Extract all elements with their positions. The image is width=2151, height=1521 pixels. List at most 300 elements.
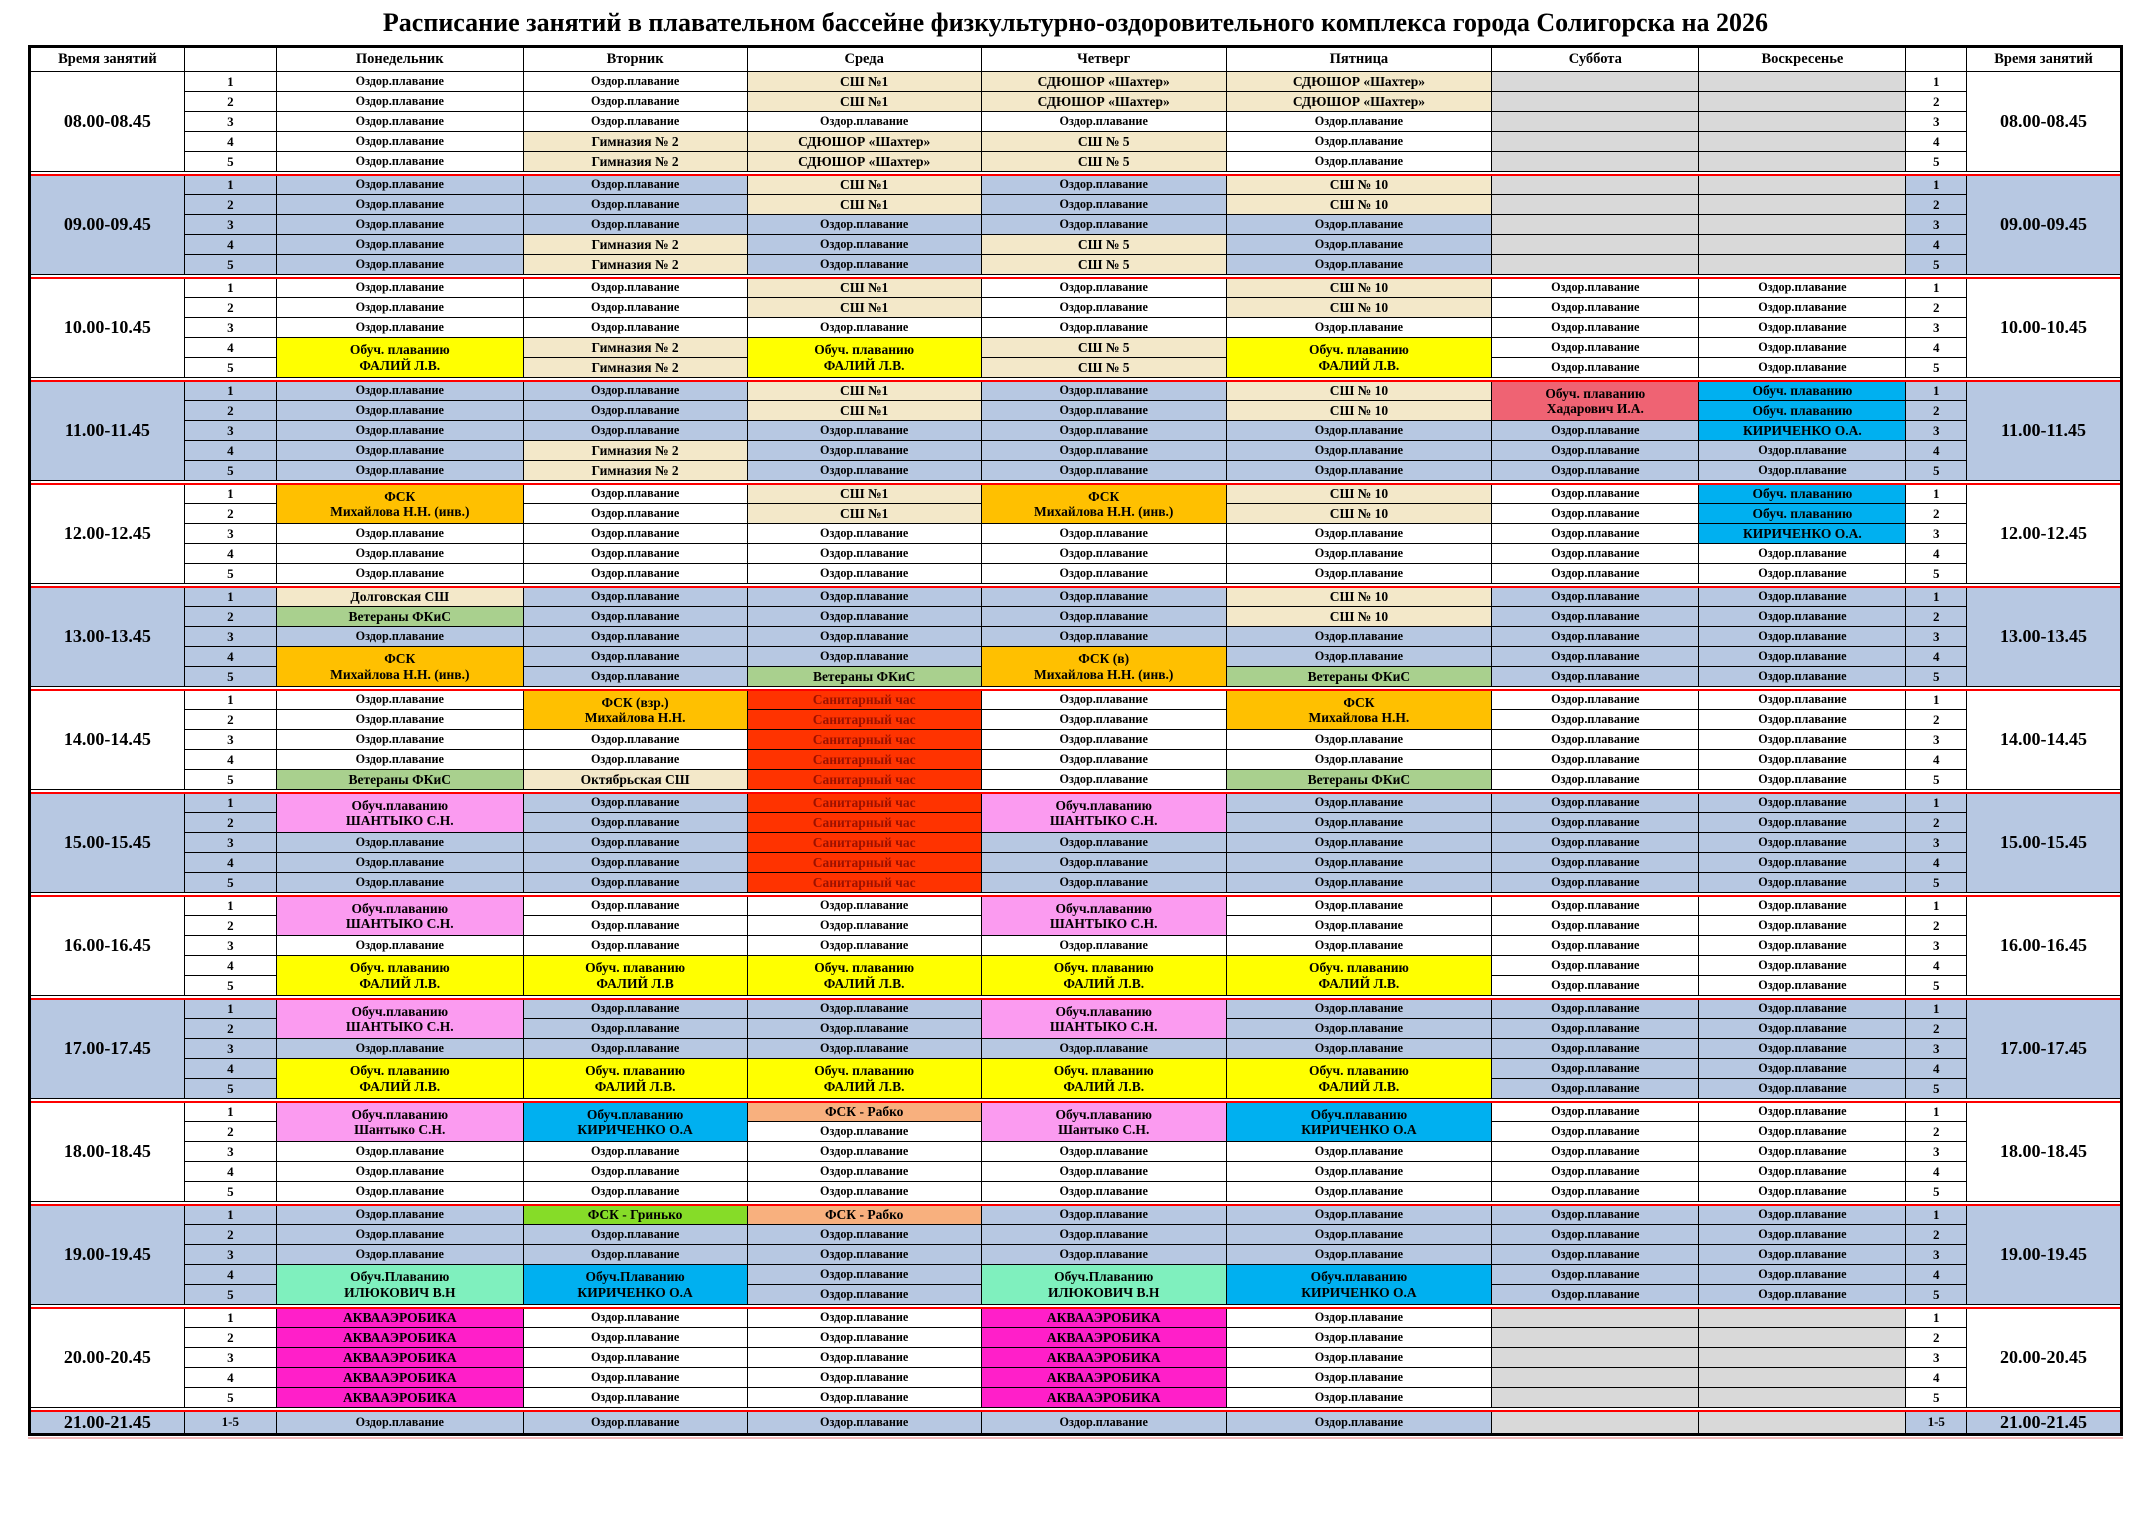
cell-text: АКВААЭРОБИКА — [342, 1369, 457, 1385]
schedule-cell — [747, 1102, 981, 1122]
lane-number-right: 5 — [1906, 770, 1967, 790]
schedule-cell — [523, 936, 747, 956]
schedule-cell — [523, 381, 747, 401]
cell-text: Оздор.плавание — [820, 1414, 909, 1429]
cell-text: Оздор.плавание — [1758, 1247, 1847, 1262]
bottom-rule — [28, 1437, 2123, 1439]
schedule-cell — [1699, 1368, 1906, 1388]
cell-text: Гимназия № 2 — [591, 339, 679, 355]
lane-number-right: 2 — [1906, 1225, 1967, 1245]
schedule-cell — [747, 1368, 981, 1388]
schedule-cell — [1492, 710, 1699, 730]
schedule-cell — [747, 770, 981, 790]
cell-text: Оздор.плавание — [1314, 1247, 1404, 1262]
time-label-right: 18.00-18.45 — [1967, 1102, 2122, 1202]
schedule-cell — [523, 1162, 747, 1182]
schedule-cell — [981, 72, 1226, 92]
time-label-left: 13.00-13.45 — [30, 587, 185, 687]
schedule-cell — [1492, 1122, 1699, 1142]
lane-number-right: 3 — [1906, 524, 1967, 544]
schedule-cell — [276, 730, 523, 750]
header-lane-right — [1906, 47, 1967, 72]
schedule-cell — [1492, 504, 1699, 524]
schedule-cell — [1699, 381, 1906, 401]
cell-text: Оздор.плавание — [820, 526, 909, 541]
cell-text: Оздор.плавание — [820, 1390, 909, 1405]
cell-text: КИРИЧЕНКО О.А. — [1743, 422, 1862, 438]
cell-text: Оздор.плавание — [1758, 649, 1847, 664]
schedule-cell — [981, 627, 1226, 647]
schedule-cell — [1226, 1308, 1492, 1328]
lane-number-right: 3 — [1906, 421, 1967, 441]
lane-number-right: 5 — [1906, 255, 1967, 275]
schedule-cell — [747, 401, 981, 421]
schedule-cell — [276, 175, 523, 195]
schedule-cell — [276, 1388, 523, 1408]
cell-text: ФАЛИЙ Л.В. — [1063, 1078, 1145, 1094]
schedule-row — [30, 1205, 2122, 1225]
schedule-cell — [981, 1102, 1226, 1142]
schedule-cell — [981, 484, 1226, 524]
cell-text: Оздор.плавание — [355, 280, 444, 295]
cell-text: СШ №1 — [840, 505, 889, 521]
schedule-cell — [747, 1285, 981, 1305]
schedule-cell — [981, 607, 1226, 627]
cell-text: Оздор.плавание — [1758, 958, 1847, 973]
cell-text: Оздор.плавание — [1314, 1041, 1404, 1056]
schedule-row — [30, 1142, 2122, 1162]
cell-text: Оздор.плавание — [1758, 443, 1847, 458]
cell-text: Оздор.плавание — [1059, 732, 1148, 747]
schedule-cell — [523, 235, 747, 255]
cell-text: Оздор.плавание — [1059, 752, 1148, 767]
cell-text: Оздор.плавание — [1551, 463, 1640, 478]
cell-text: Оздор.плавание — [1551, 486, 1640, 501]
schedule-cell — [747, 1308, 981, 1328]
schedule-cell — [1699, 1348, 1906, 1368]
cell-text: СШ № 5 — [1077, 133, 1130, 149]
schedule-cell — [1492, 132, 1699, 152]
lane-number-left: 2 — [184, 401, 276, 421]
cell-text: Обуч.плаванию — [351, 900, 449, 916]
time-label-right: 20.00-20.45 — [1967, 1308, 2122, 1408]
cell-text: Оздор.плавание — [1758, 320, 1847, 335]
cell-text: Оздор.плавание — [590, 1390, 680, 1405]
schedule-cell — [981, 195, 1226, 215]
cell-text: Оздор.плавание — [1758, 629, 1847, 644]
lane-number-right: 5 — [1906, 1285, 1967, 1305]
cell-text: Санитарный час — [812, 834, 916, 850]
schedule-cell — [1226, 1059, 1492, 1099]
schedule-cell — [747, 1265, 981, 1285]
cell-text: Обуч. плаванию — [1752, 486, 1853, 502]
schedule-cell — [747, 421, 981, 441]
cell-text: Оздор.плавание — [1314, 938, 1404, 953]
cell-text: Оздор.плавание — [1758, 360, 1847, 375]
schedule-cell — [276, 833, 523, 853]
cell-text: Оздор.плавание — [1758, 300, 1847, 315]
cell-text: Оздор.плавание — [590, 280, 680, 295]
cell-text: Оздор.плавание — [1314, 526, 1404, 541]
schedule-row — [30, 647, 2122, 667]
cell-text: Оздор.плавание — [1551, 692, 1640, 707]
cell-text: Оздор.плавание — [1314, 815, 1404, 830]
schedule-cell — [1492, 564, 1699, 584]
schedule-cell — [1699, 421, 1906, 441]
schedule-cell — [276, 441, 523, 461]
schedule-cell — [523, 1328, 747, 1348]
lane-number-right: 1 — [1906, 587, 1967, 607]
schedule-cell — [276, 544, 523, 564]
cell-text: ФСК — [384, 488, 416, 504]
schedule-cell — [276, 1308, 523, 1328]
lane-number-right: 4 — [1906, 1059, 1967, 1079]
schedule-cell — [1226, 544, 1492, 564]
cell-text: Оздор.плавание — [590, 649, 680, 664]
lane-number-left: 2 — [184, 195, 276, 215]
schedule-cell — [276, 1039, 523, 1059]
schedule-cell — [276, 1142, 523, 1162]
schedule-cell — [1699, 112, 1906, 132]
cell-text: Оздор.плавание — [590, 566, 680, 581]
schedule-cell — [1699, 833, 1906, 853]
schedule-cell — [747, 484, 981, 504]
cell-text: Оздор.плавание — [820, 649, 909, 664]
lane-number-left: 1 — [184, 484, 276, 504]
schedule-cell — [1699, 873, 1906, 893]
cell-text: Оздор.плавание — [1314, 1414, 1404, 1429]
schedule-cell — [523, 627, 747, 647]
lane-number-left: 2 — [184, 92, 276, 112]
cell-text: Оздор.плавание — [355, 1414, 444, 1429]
schedule-cell — [276, 92, 523, 112]
cell-text: Оздор.плавание — [1059, 177, 1148, 192]
schedule-cell — [747, 793, 981, 813]
schedule-cell — [276, 1205, 523, 1225]
cell-text: Оздор.плавание — [590, 875, 680, 890]
cell-text: Оздор.плавание — [820, 1001, 909, 1016]
cell-text: Оздор.плавание — [355, 1144, 444, 1159]
cell-text: Оздор.плавание — [820, 589, 909, 604]
time-label-right: 13.00-13.45 — [1967, 587, 2122, 687]
cell-text: ФАЛИЙ Л.В. — [1318, 975, 1400, 991]
schedule-cell — [747, 1059, 981, 1099]
schedule-cell — [1492, 255, 1699, 275]
cell-text: Оздор.плавание — [1059, 1207, 1148, 1222]
schedule-row — [30, 999, 2122, 1019]
cell-text: Оздор.плавание — [355, 154, 444, 169]
cell-text: Оздор.плавание — [355, 74, 444, 89]
cell-text: Оздор.плавание — [1758, 1184, 1847, 1199]
schedule-row — [30, 1328, 2122, 1348]
cell-text: Оздор.плавание — [355, 403, 444, 418]
lane-number-right: 2 — [1906, 1122, 1967, 1142]
schedule-cell — [1226, 587, 1492, 607]
cell-text: Оздор.плавание — [1314, 320, 1404, 335]
schedule-cell — [1699, 255, 1906, 275]
cell-text: Оздор.плавание — [1551, 938, 1640, 953]
cell-text: Оздор.плавание — [590, 1001, 680, 1016]
lane-number-right: 1 — [1906, 896, 1967, 916]
header-time-left: Время занятий — [30, 47, 185, 72]
schedule-row — [30, 1059, 2122, 1079]
schedule-cell — [981, 544, 1226, 564]
lane-number-left: 4 — [184, 544, 276, 564]
lane-number-left: 1 — [184, 1205, 276, 1225]
schedule-cell — [747, 730, 981, 750]
cell-text: Санитарный час — [812, 795, 916, 811]
cell-text: СШ № 10 — [1329, 177, 1389, 193]
cell-text: Обуч. плаванию — [814, 342, 915, 358]
schedule-cell — [981, 1205, 1226, 1225]
schedule-cell — [747, 1388, 981, 1408]
schedule-cell — [1226, 1102, 1492, 1142]
schedule-table — [28, 45, 2123, 1436]
schedule-cell — [1699, 72, 1906, 92]
cell-text: Обуч. плаванию — [1752, 505, 1853, 521]
cell-text: Оздор.плавание — [820, 1144, 909, 1159]
lane-number-left: 1 — [184, 1308, 276, 1328]
lane-number-right: 2 — [1906, 401, 1967, 421]
schedule-cell — [1699, 504, 1906, 524]
cell-text: Оздор.плавание — [590, 1041, 680, 1056]
lane-number-right: 3 — [1906, 1245, 1967, 1265]
schedule-cell — [1492, 587, 1699, 607]
header-day-monday: Понедельник — [276, 47, 523, 72]
cell-text: Оздор.плавание — [1758, 1041, 1847, 1056]
time-label-right: 14.00-14.45 — [1967, 690, 2122, 790]
lane-number-right: 5 — [1906, 461, 1967, 481]
schedule-cell — [276, 896, 523, 936]
cell-text: КИРИЧЕНКО О.А — [1301, 1284, 1417, 1300]
schedule-cell — [1492, 1225, 1699, 1245]
schedule-cell — [1226, 607, 1492, 627]
schedule-cell — [276, 152, 523, 172]
schedule-cell — [1699, 607, 1906, 627]
cell-text: СШ №1 — [840, 299, 889, 315]
cell-text: Оздор.плавание — [1551, 1184, 1640, 1199]
cell-text: Оздор.плавание — [820, 938, 909, 953]
schedule-cell — [276, 484, 523, 524]
cell-text: Санитарный час — [812, 751, 916, 767]
schedule-cell — [981, 793, 1226, 833]
cell-text: Оздор.плавание — [820, 1124, 909, 1139]
cell-text: Оздор.плавание — [1314, 898, 1404, 913]
schedule-cell — [1699, 1019, 1906, 1039]
schedule-cell — [981, 1411, 1226, 1435]
cell-text: Оздор.плавание — [1059, 629, 1148, 644]
schedule-cell — [747, 278, 981, 298]
cell-text: Оздор.плавание — [355, 546, 444, 561]
cell-text: Оздор.плавание — [1551, 752, 1640, 767]
cell-text: Хадарович И.А. — [1546, 400, 1644, 416]
cell-text: Оздор.плавание — [355, 300, 444, 315]
cell-text: Оздор.плавание — [1551, 609, 1640, 624]
cell-text: ФСК - Гринько — [587, 1207, 683, 1223]
header-day-saturday: Суббота — [1492, 47, 1699, 72]
cell-text: Оздор.плавание — [590, 1370, 680, 1385]
schedule-cell — [276, 690, 523, 710]
schedule-cell — [1492, 195, 1699, 215]
schedule-cell — [747, 750, 981, 770]
schedule-cell — [1226, 1328, 1492, 1348]
schedule-cell — [1226, 896, 1492, 916]
schedule-cell — [747, 690, 981, 710]
schedule-cell — [747, 504, 981, 524]
schedule-cell — [1699, 936, 1906, 956]
schedule-cell — [276, 873, 523, 893]
schedule-cell — [747, 215, 981, 235]
cell-text: Оздор.плавание — [1551, 340, 1640, 355]
schedule-cell — [523, 647, 747, 667]
schedule-cell — [1492, 1039, 1699, 1059]
schedule-cell — [523, 338, 747, 358]
cell-text: Оздор.плавание — [355, 114, 444, 129]
schedule-cell — [276, 564, 523, 584]
schedule-cell — [747, 132, 981, 152]
schedule-cell — [1226, 1225, 1492, 1245]
schedule-cell — [981, 381, 1226, 401]
schedule-cell — [1699, 999, 1906, 1019]
cell-text: Оздор.плавание — [355, 217, 444, 232]
cell-text: Долговская СШ — [350, 589, 450, 605]
cell-text: Оздор.плавание — [1758, 692, 1847, 707]
lane-number-right: 5 — [1906, 1388, 1967, 1408]
cell-text: Обуч. плаванию — [349, 1063, 450, 1079]
schedule-cell — [1699, 793, 1906, 813]
schedule-cell — [1699, 1079, 1906, 1099]
lane-number-left: 3 — [184, 1245, 276, 1265]
cell-text: Михайлова Н.Н. — [584, 709, 686, 725]
cell-text: Оздор.плавание — [355, 94, 444, 109]
cell-text: Оздор.плавание — [820, 1350, 909, 1365]
cell-text: Оздор.плавание — [590, 1310, 680, 1325]
schedule-row — [30, 1162, 2122, 1182]
schedule-cell — [1699, 1059, 1906, 1079]
cell-text: Оздор.плавание — [1551, 300, 1640, 315]
cell-text: Оздор.плавание — [590, 629, 680, 644]
lane-number-left: 5 — [184, 667, 276, 687]
cell-text: Оздор.плавание — [1059, 692, 1148, 707]
cell-text: Оздор.плавание — [1314, 566, 1404, 581]
cell-text: Оздор.плавание — [1059, 320, 1148, 335]
schedule-cell — [1226, 132, 1492, 152]
schedule-cell — [1699, 441, 1906, 461]
schedule-cell — [523, 298, 747, 318]
lane-number-left: 3 — [184, 421, 276, 441]
schedule-row — [30, 1308, 2122, 1328]
cell-text: СШ № 10 — [1329, 402, 1389, 418]
lane-number-left: 4 — [184, 750, 276, 770]
schedule-cell — [981, 853, 1226, 873]
schedule-cell — [523, 690, 747, 730]
cell-text: Оздор.плавание — [1314, 918, 1404, 933]
lane-number-right: 3 — [1906, 1142, 1967, 1162]
schedule-row — [30, 235, 2122, 255]
cell-text: Оздор.плавание — [1551, 918, 1640, 933]
schedule-cell — [1492, 278, 1699, 298]
cell-text: Оздор.плавание — [1059, 1414, 1148, 1429]
schedule-cell — [747, 175, 981, 195]
schedule-cell — [981, 750, 1226, 770]
lane-number-left: 4 — [184, 338, 276, 358]
schedule-cell — [1492, 215, 1699, 235]
schedule-cell — [1226, 338, 1492, 378]
cell-text: Оздор.плавание — [1551, 835, 1640, 850]
header-day-thursday: Четверг — [981, 47, 1226, 72]
lane-number-right: 2 — [1906, 916, 1967, 936]
cell-text: Оздор.плавание — [1758, 875, 1847, 890]
lane-number-left: 2 — [184, 1225, 276, 1245]
cell-text: Оздор.плавание — [355, 197, 444, 212]
cell-text: Оздор.плавание — [820, 463, 909, 478]
lane-number-right: 4 — [1906, 132, 1967, 152]
cell-text: Оздор.плавание — [355, 712, 444, 727]
cell-text: Оздор.плавание — [1551, 589, 1640, 604]
cell-text: Оздор.плавание — [1758, 815, 1847, 830]
cell-text: СШ №1 — [840, 383, 889, 399]
schedule-row — [30, 298, 2122, 318]
cell-text: Оздор.плавание — [1551, 815, 1640, 830]
lane-number-left: 1 — [184, 690, 276, 710]
cell-text: Обуч. плаванию — [814, 960, 915, 976]
schedule-row — [30, 544, 2122, 564]
schedule-cell — [1492, 1348, 1699, 1368]
schedule-cell — [1699, 1122, 1906, 1142]
time-label-left: 19.00-19.45 — [30, 1205, 185, 1305]
cell-text: Оздор.плавание — [820, 320, 909, 335]
lane-number-left: 5 — [184, 1079, 276, 1099]
cell-text: Обуч.Плаванию — [1054, 1269, 1154, 1285]
lane-number-left: 5 — [184, 255, 276, 275]
schedule-cell — [1699, 235, 1906, 255]
cell-text: Обуч.плаванию — [1310, 1106, 1408, 1122]
schedule-cell — [276, 195, 523, 215]
schedule-cell — [1226, 730, 1492, 750]
cell-text: Оздор.плавание — [1059, 589, 1148, 604]
lane-number-left: 2 — [184, 1328, 276, 1348]
schedule-row — [30, 607, 2122, 627]
lane-number-left: 4 — [184, 1368, 276, 1388]
lane-number-right: 1 — [1906, 690, 1967, 710]
cell-text: Оздор.плавание — [820, 1267, 909, 1282]
schedule-cell — [523, 461, 747, 481]
schedule-cell — [1492, 1059, 1699, 1079]
cell-text: Оздор.плавание — [820, 1021, 909, 1036]
cell-text: Оздор.плавание — [1314, 134, 1404, 149]
schedule-cell — [276, 461, 523, 481]
cell-text: Оздор.плавание — [1551, 1144, 1640, 1159]
schedule-cell — [747, 1142, 981, 1162]
cell-text: Михайлова Н.Н. (инв.) — [330, 666, 470, 682]
cell-text: Оздор.плавание — [1314, 423, 1404, 438]
schedule-cell — [747, 916, 981, 936]
cell-text: Оздор.плавание — [355, 1164, 444, 1179]
cell-text: Оздор.плавание — [355, 1184, 444, 1199]
schedule-cell — [981, 255, 1226, 275]
cell-text: Ветераны ФКиС — [348, 608, 451, 624]
schedule-cell — [523, 1368, 747, 1388]
lane-number-left: 4 — [184, 132, 276, 152]
schedule-cell — [981, 1348, 1226, 1368]
cell-text: Оздор.плавание — [1314, 1310, 1404, 1325]
cell-text: Оздор.плавание — [1758, 835, 1847, 850]
cell-text: Оздор.плавание — [355, 134, 444, 149]
cell-text: АКВААЭРОБИКА — [1046, 1329, 1161, 1345]
cell-text: Оздор.плавание — [1314, 835, 1404, 850]
cell-text: Оздор.плавание — [1551, 423, 1640, 438]
cell-text: СШ №1 — [840, 73, 889, 89]
